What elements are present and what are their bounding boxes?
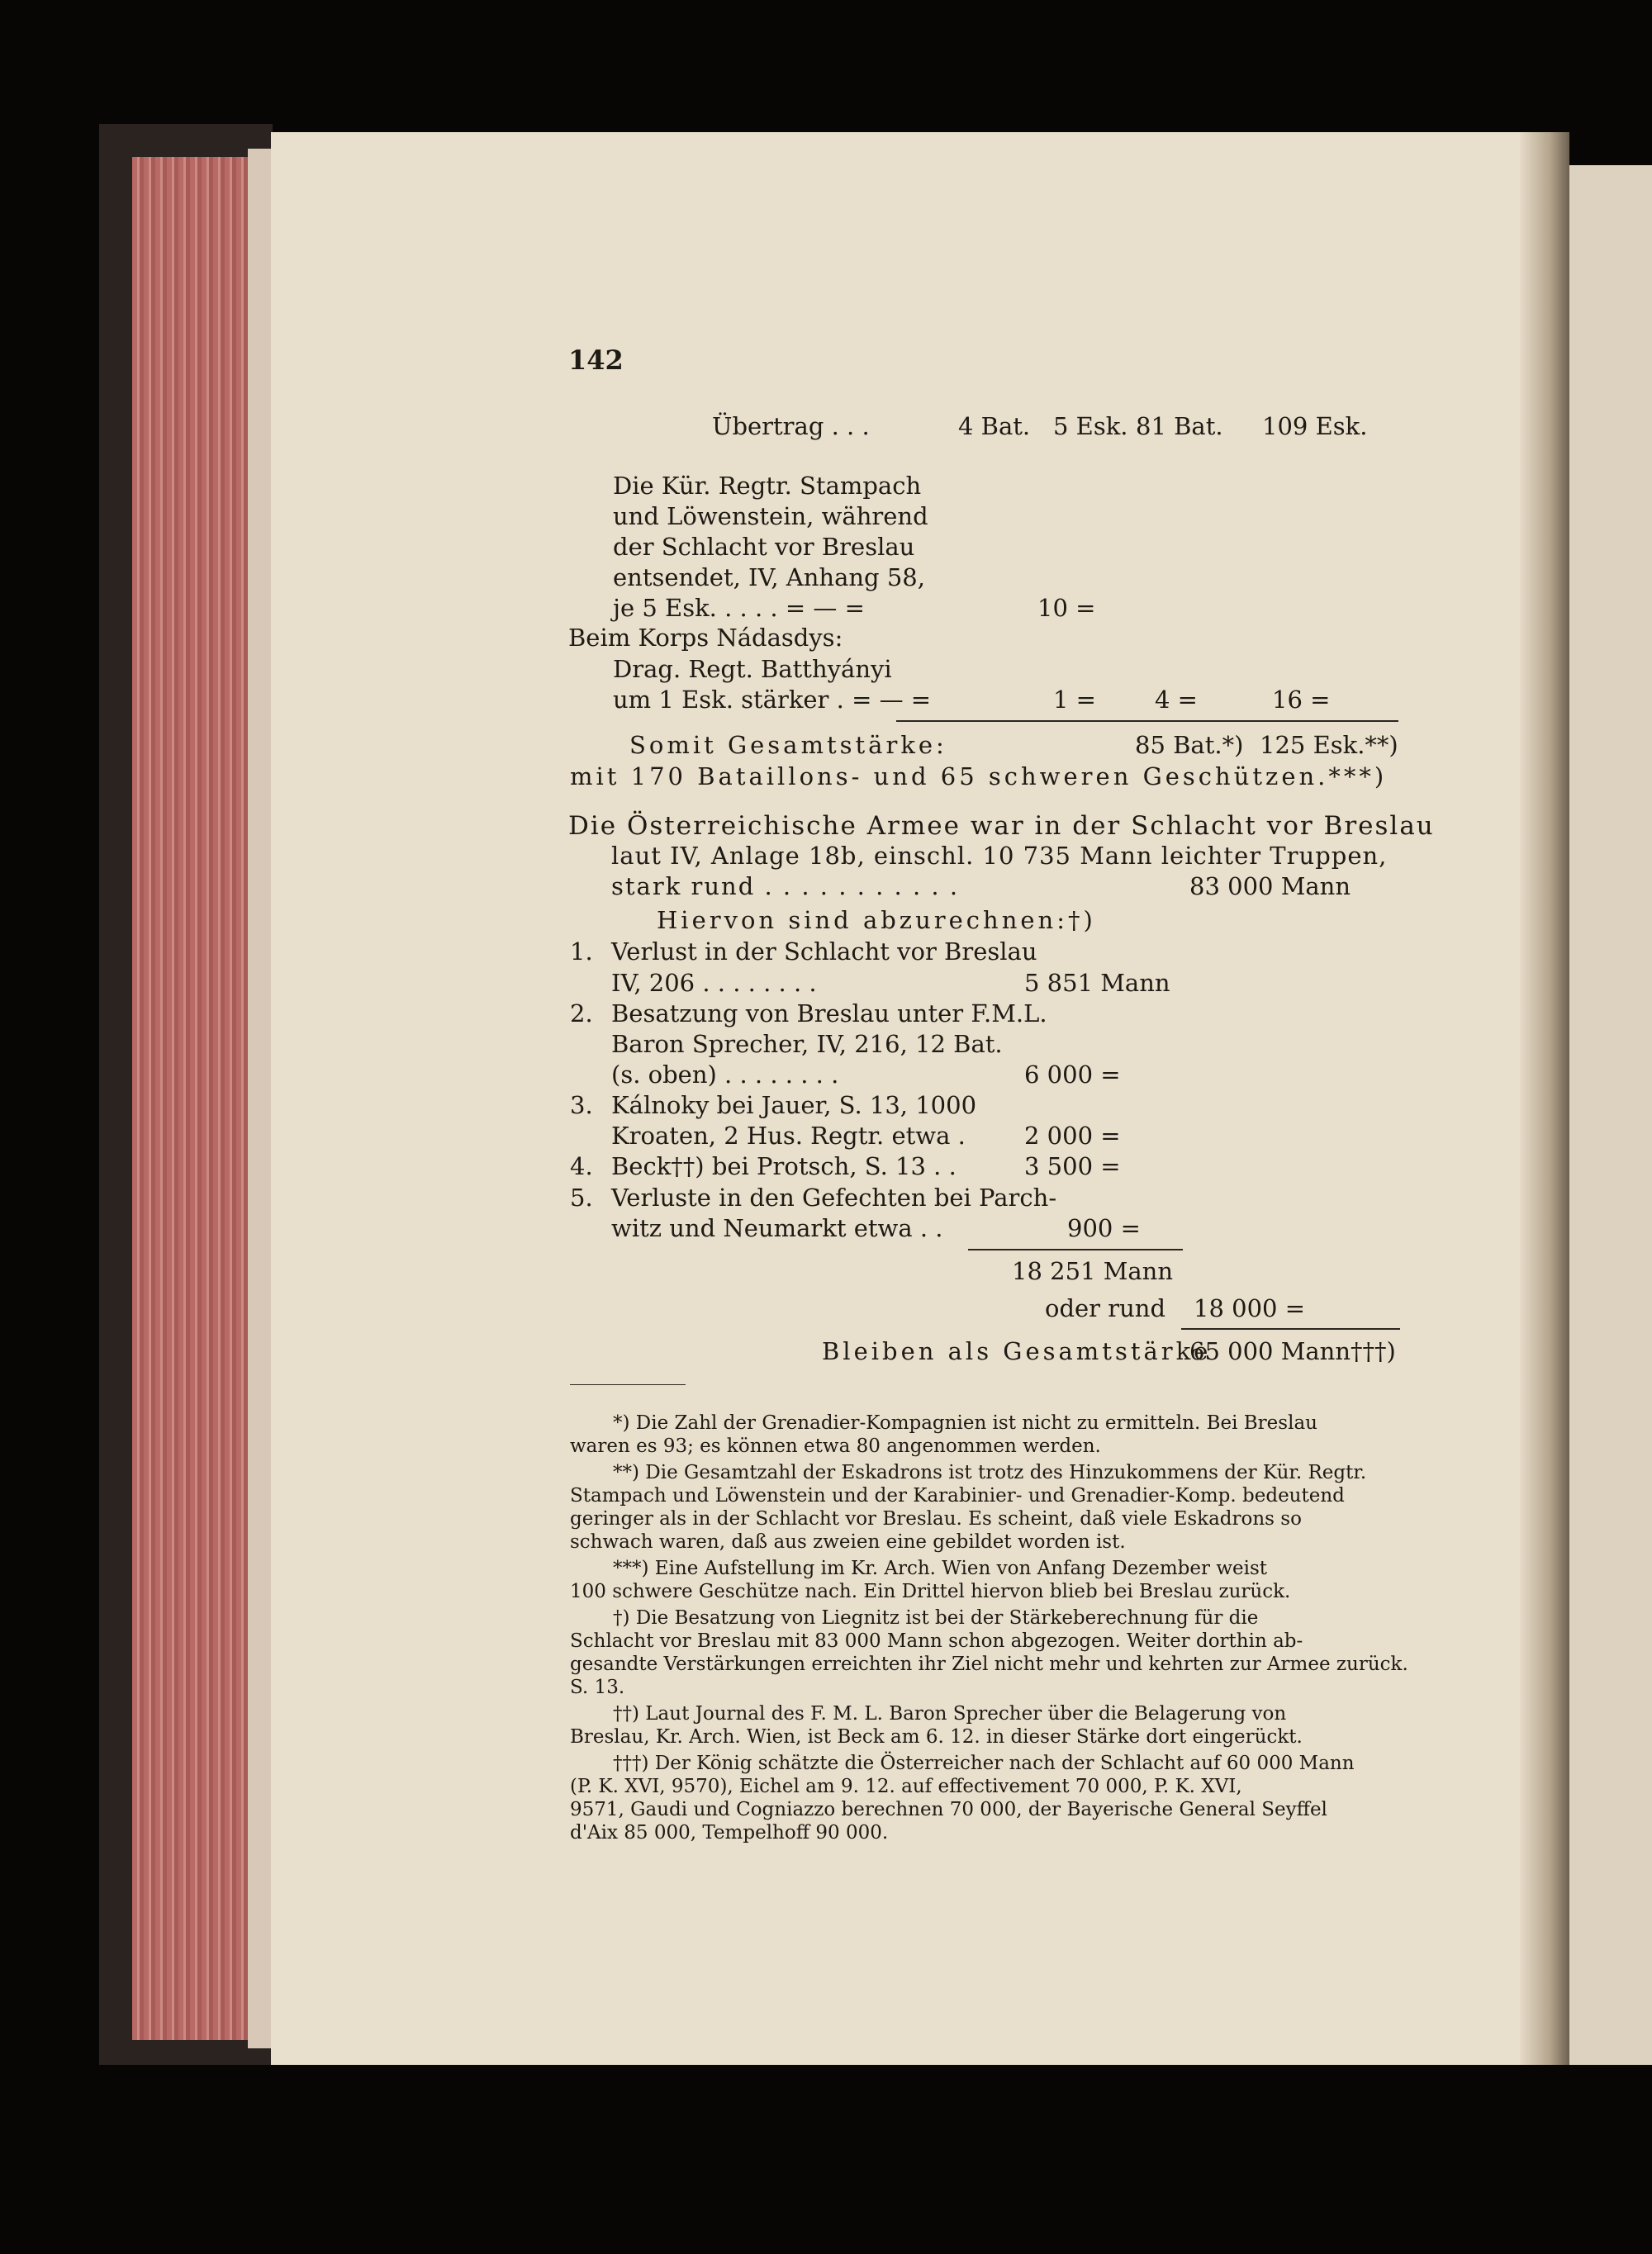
footnote-line: schwach waren, daß aus zweien eine gebildet worden ist.: [570, 1531, 1126, 1553]
uebertrag-a: 4 Bat.: [958, 412, 1031, 440]
korps-heading: Beim Korps Nádasdys:: [568, 624, 843, 652]
somit-esk: 125 Esk.**): [1260, 731, 1398, 759]
drag-line-2: um 1 Esk. stärker . = — =: [613, 686, 932, 714]
footnote-line: Breslau, Kr. Arch. Wien, ist Beck am 6. 12. in dieser Stärke dort eingerückt.: [570, 1726, 1303, 1748]
footnote-line: †††) Der König schätzte die Österreicher nach der Schlacht auf 60 000 Mann: [613, 1753, 1355, 1774]
bleiben-value: 65 000 Mann†††): [1189, 1337, 1396, 1365]
somit-line-2: mit 170 Bataillons- und 65 schweren Geschützen.***): [570, 762, 1388, 790]
drag-value-3: 16 =: [1272, 686, 1331, 714]
footnote-line: ***) Eine Aufstellung im Kr. Arch. Wien von Anfang Dezember weist: [613, 1558, 1268, 1579]
footnote-line: S. 13.: [570, 1677, 625, 1698]
item-5-number: 5.: [570, 1184, 593, 1212]
item-4-line-1: Beck††) bei Protsch, S. 13 . .: [611, 1152, 957, 1180]
item-3-line-1: Kálnoky bei Jauer, S. 13, 1000: [611, 1091, 977, 1119]
drag-value-2: 4 =: [1155, 686, 1198, 714]
item-3-line-2: Kroaten, 2 Hus. Regtr. etwa .: [611, 1122, 966, 1150]
armee-line-2: laut IV, Anlage 18b, einschl. 10 735 Mann leichter Truppen,: [611, 842, 1388, 870]
item-2-line-1: Besatzung von Breslau unter F.M.L.: [611, 999, 1047, 1027]
footnote-line: waren es 93; es können etwa 80 angenommen werden.: [570, 1435, 1101, 1457]
footnote-line: Schlacht vor Breslau mit 83 000 Mann schon abgezogen. Weiter dorthin ab-: [570, 1630, 1303, 1652]
uebertrag-label: Übertrag . . .: [712, 412, 870, 440]
right-page-edge: [1569, 165, 1652, 2065]
kuer-line-2: und Löwenstein, während: [613, 502, 928, 530]
footnote-line: (P. K. XVI, 9570), Eichel am 9. 12. auf effectivement 70 000, P. K. XVI,: [570, 1776, 1242, 1797]
footnote-line: ††) Laut Journal des F. M. L. Baron Sprecher über die Belagerung von: [613, 1703, 1287, 1725]
item-4-value: 3 500 =: [1024, 1152, 1121, 1180]
bleiben-label: Bleiben als Gesamtstärke: [822, 1337, 1212, 1365]
footnote-line: 9571, Gaudi und Cogniazzo berechnen 70 000, der Bayerische General Seyffel: [570, 1799, 1327, 1820]
item-1-number: 1.: [570, 937, 593, 966]
somit-bat: 85 Bat.*): [1135, 731, 1244, 759]
item-4-number: 4.: [570, 1152, 593, 1180]
armee-value: 83 000 Mann: [1189, 872, 1351, 900]
kuer-line-3: der Schlacht vor Breslau: [613, 533, 915, 561]
abzug-heading: Hiervon sind abzurechnen:†): [657, 906, 1096, 934]
item-2-line-3: (s. oben) . . . . . . . .: [611, 1061, 839, 1089]
item-5-value: 900 =: [1067, 1214, 1141, 1242]
kuer-line-4: entsendet, IV, Anhang 58,: [613, 563, 925, 591]
item-1-line-2: IV, 206 . . . . . . . .: [611, 969, 817, 997]
item-3-number: 3.: [570, 1091, 593, 1119]
footnote-line: †) Die Besatzung von Liegnitz ist bei der Stärkeberechnung für die: [613, 1607, 1259, 1629]
sum-rule-2: [968, 1249, 1183, 1250]
item-2-value: 6 000 =: [1024, 1061, 1121, 1089]
sum-rule-1: [896, 720, 1398, 722]
footnote-line: 100 schwere Geschütze nach. Ein Drittel hiervon blieb bei Breslau zurück.: [570, 1581, 1291, 1602]
sum-rule-3: [1181, 1328, 1400, 1330]
footnote-line: geringer als in der Schlacht vor Breslau. Es scheint, daß viele Eskadrons so: [570, 1508, 1302, 1530]
item-5-line-1: Verluste in den Gefechten bei Parch-: [611, 1184, 1057, 1212]
footnote-line: d'Aix 85 000, Tempelhoff 90 000.: [570, 1822, 889, 1844]
armee-line-1: Die Österreichische Armee war in der Schlacht vor Breslau: [568, 811, 1435, 841]
footnote-line: *) Die Zahl der Grenadier-Kompagnien ist nicht zu ermitteln. Bei Breslau: [613, 1412, 1317, 1434]
footnote-line: Stampach und Löwenstein und der Karabinier- und Grenadier-Komp. bedeutend: [570, 1485, 1345, 1507]
abzug-sum: 18 251 Mann: [1012, 1257, 1174, 1285]
drag-value-1: 1 =: [1053, 686, 1096, 714]
somit-label: Somit Gesamtstärke:: [629, 731, 947, 759]
uebertrag-c: 81 Bat.: [1136, 412, 1223, 440]
item-1-line-1: Verlust in der Schlacht vor Breslau: [611, 937, 1037, 966]
page-edges-inner: [248, 149, 271, 2048]
kuer-line-1: Die Kür. Regtr. Stampach: [613, 472, 922, 500]
kuer-value: 10 =: [1037, 594, 1096, 622]
footnote-rule: [570, 1384, 686, 1385]
drag-line-1: Drag. Regt. Batthyányi: [613, 655, 892, 683]
page-number: 142: [568, 344, 624, 376]
item-2-number: 2.: [570, 999, 593, 1027]
gutter-shadow: [1520, 132, 1569, 2065]
kuer-line-5: je 5 Esk. . . . . = — =: [613, 594, 865, 622]
footnote-line: gesandte Verstärkungen erreichten ihr Ziel nicht mehr und kehrten zur Armee zurück.: [570, 1654, 1408, 1675]
item-2-line-2: Baron Sprecher, IV, 216, 12 Bat.: [611, 1030, 1003, 1058]
uebertrag-b: 5 Esk.: [1053, 412, 1128, 440]
footnote-line: **) Die Gesamtzahl der Eskadrons ist trotz des Hinzukommens der Kür. Regtr.: [613, 1462, 1367, 1483]
uebertrag-d: 109 Esk.: [1262, 412, 1368, 440]
item-1-value: 5 851 Mann: [1024, 969, 1170, 997]
oder-rund-label: oder rund: [1045, 1294, 1166, 1322]
item-5-line-2: witz und Neumarkt etwa . .: [611, 1214, 943, 1242]
armee-line-3: stark rund . . . . . . . . . . .: [611, 872, 960, 900]
item-3-value: 2 000 =: [1024, 1122, 1121, 1150]
oder-rund-value: 18 000 =: [1194, 1294, 1305, 1322]
